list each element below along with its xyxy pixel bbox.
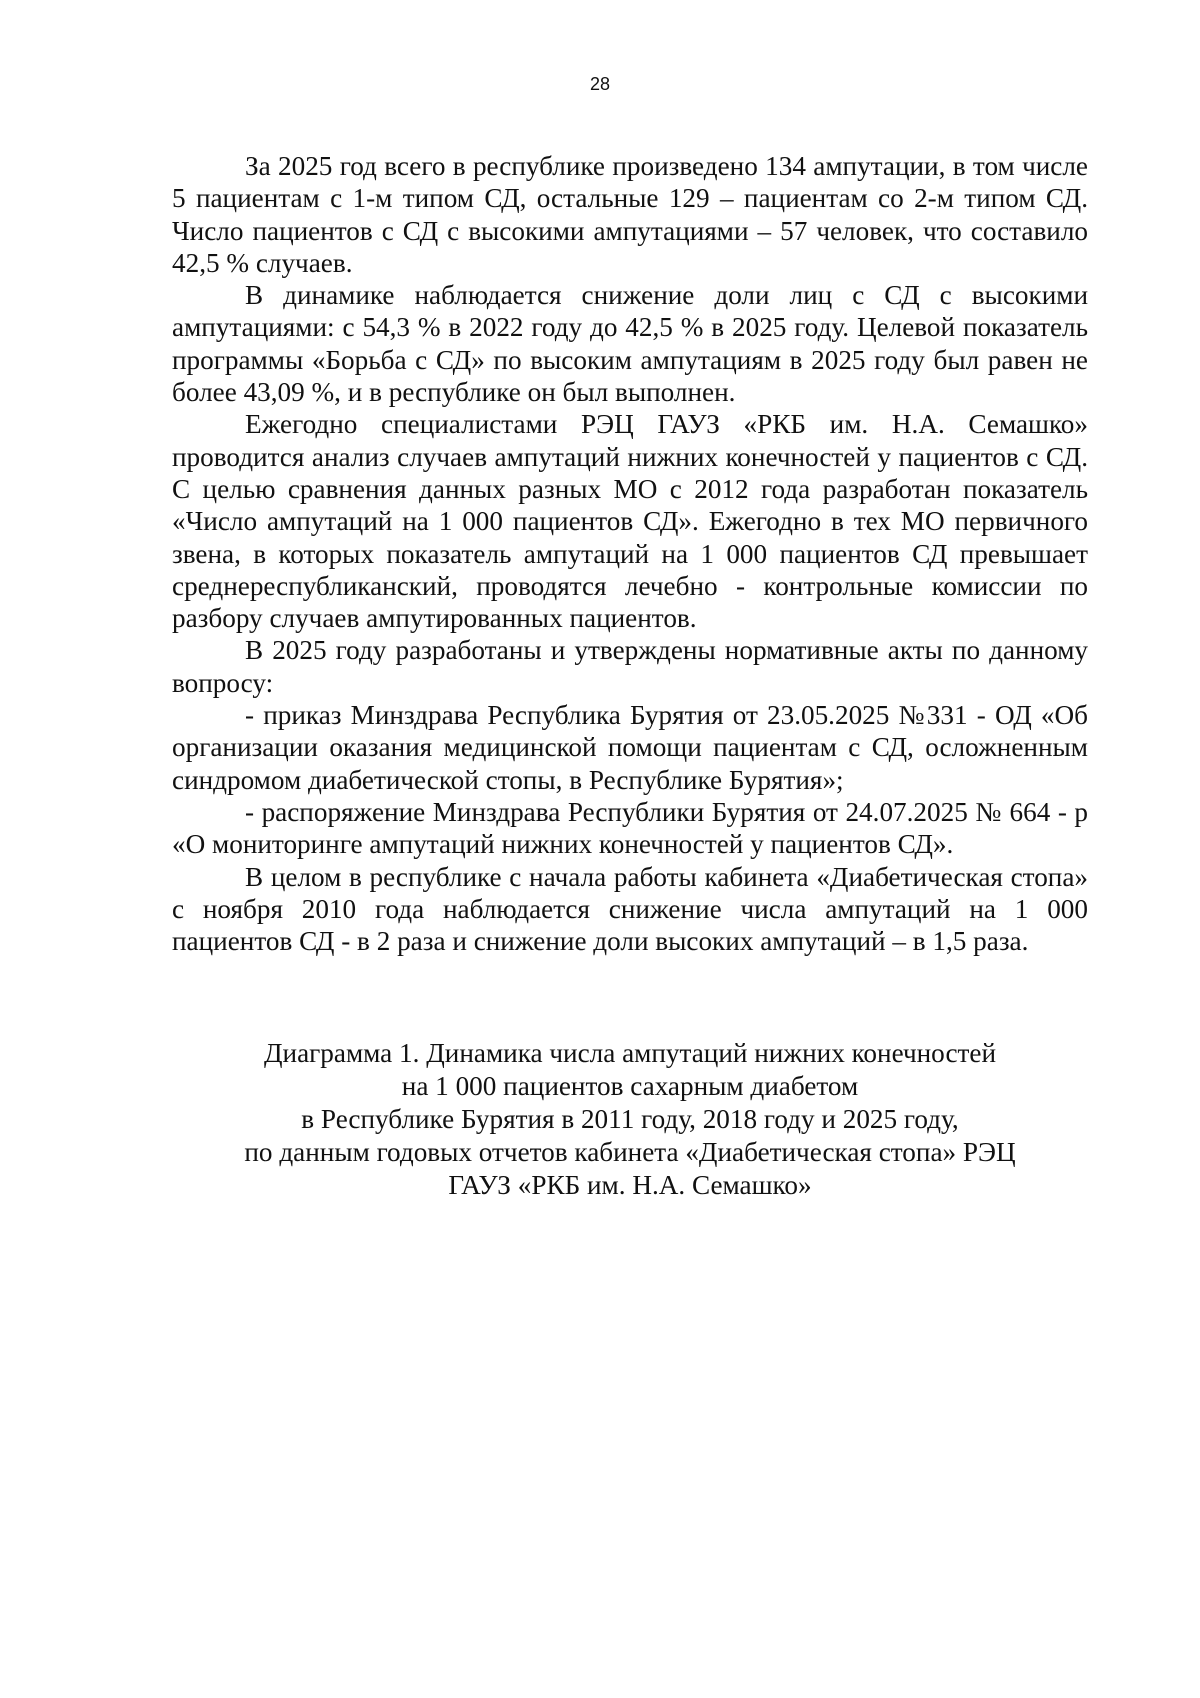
caption-line: ГАУЗ «РКБ им. Н.А. Семашко» [448, 1170, 812, 1200]
paragraph-annual-analysis: Ежегодно специалистами РЭЦ ГАУЗ «РКБ им. Н.А. Семашко» проводится анализ случаев ампутаций нижних конечностей у пациентов с СД. С целью сравнения данных разных МО с 2012 года разработан показатель «Число ампутаций на 1 000 пациентов СД». Ежегодно в тех МО первичного звена, в которых показатель ампутаций на 1 000 пациентов СД превышает среднереспубликанский, проводятся лечебно - контрольные комиссии по разбору случаев ампутированных пациентов. [172, 409, 1088, 634]
paragraph-order-664: - распоряжение Минздрава Республики Бурятия от 24.07.2025 № 664 - р «О мониторинге ампутаций нижних конечностей у пациентов СД». [172, 796, 1088, 860]
body-text [172, 150, 1088, 957]
paragraph-regulations-intro: В 2025 году разработаны и утверждены нормативные акты по данному вопросу: [172, 635, 1088, 698]
diagram-caption [172, 1037, 1088, 1202]
paragraph-high-amputation-dynamics: В динамике наблюдается снижение доли лиц с СД с высокими ампутациями: с 54,3 % в 2022 году до 42,5 % в 2025 году. Целевой показатель программы «Борьба с СД» по высоким ампутациям в 2025 году был равен не более 43,09 %, и в республике он был выполнен. [172, 280, 1088, 408]
page-number: 28 [589, 74, 611, 94]
caption-line: в Республике Бурятия в 2011 году, 2018 году и 2025 году, [301, 1104, 959, 1134]
paragraph-amputations-total: За 2025 год всего в республике произведено 134 ампутации, в том числе 5 пациентам с 1-м типом СД, остальные 129 – пациентам со 2-м типом СД. Число пациентов с СД с высокими ампутациями – 57 человек, что составило 42,5 % случаев. [172, 151, 1088, 278]
paragraph-overall-decrease: В целом в республике с начала работы кабинета «Диабетическая стопа» с ноября 2010 года наблюдается снижение числа ампутаций на 1 000 пациентов СД - в 2 раза и снижение доли высоких ампутаций – в 1,5 раза. [172, 861, 1088, 957]
caption-line: Диаграмма 1. Динамика числа ампутаций нижних конечностей [263, 1038, 997, 1068]
caption-line: на 1 000 пациентов сахарным диабетом [401, 1071, 859, 1101]
caption-line: по данным годовых отчетов кабинета «Диабетическая стопа» РЭЦ [244, 1137, 1016, 1167]
paragraph-order-331: - приказ Минздрава Республика Бурятия от 23.05.2025 №331 - ОД «Об организации оказания медицинской помощи пациентам с СД, осложненным синдромом диабетической стопы, в Республике Бурятия»; [172, 700, 1088, 795]
